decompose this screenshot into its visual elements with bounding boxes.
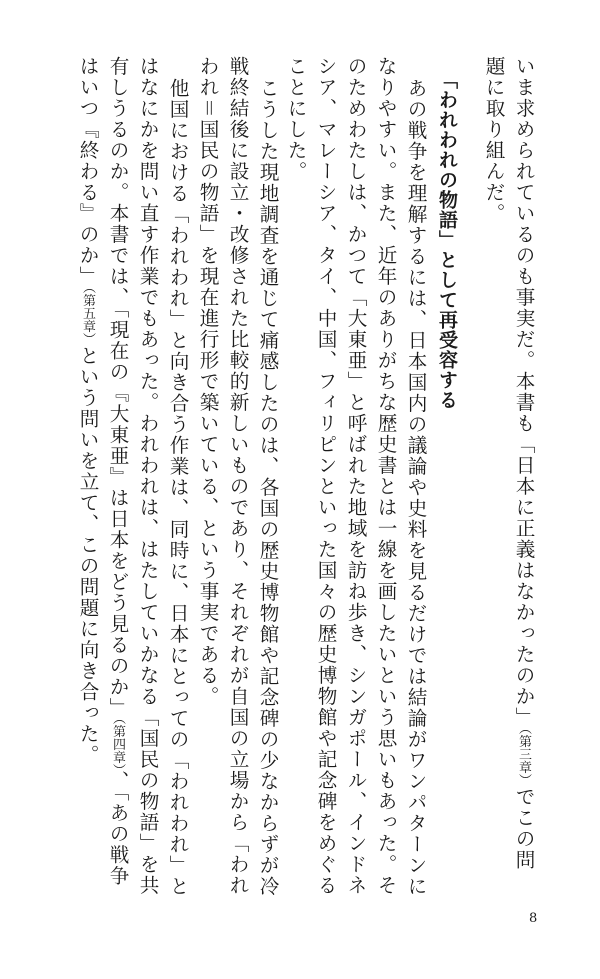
chapter-reference: （第三章） — [516, 728, 531, 787]
text-column — [478, 56, 508, 224]
section-heading: 「われわれの物語」として再受容する — [436, 70, 458, 410]
text-line: あの戦争を理解するには、日本国内の議論や史料を見るだけでは結論がワンパターンに — [404, 78, 427, 897]
chapter-reference: （第五章） — [80, 287, 95, 346]
text-column — [102, 56, 132, 886]
text-line: 戦終結後に設立・改修された比較的新しいものであり、それぞれが自国の立場から「われ — [226, 56, 249, 896]
text-column — [370, 56, 400, 896]
text-column — [280, 56, 310, 182]
text-column — [162, 78, 192, 897]
text-column — [132, 56, 162, 896]
text-line-continuation: という問いを立て、この問題に向き合った。 — [76, 345, 99, 766]
text-column — [72, 56, 102, 766]
text-line-continuation: でこの問 — [512, 786, 535, 871]
text-column — [508, 56, 538, 871]
text-line: シア、マレーシア、タイ、中国、フィリピンといった国々の歴史博物館や記念碑をめぐる — [314, 56, 337, 896]
text-line: ことにした。 — [284, 56, 307, 182]
text-column — [400, 78, 430, 897]
chapter-reference: （第四章） — [110, 718, 125, 771]
text-line: なりやすい。また、近年のありがちな歴史書とは一線を画したいという思いもあった。そ — [374, 56, 397, 896]
text-line: こうした現地調査を通じて痛感したのは、各国の歴史博物館や記念碑の少なからずが冷 — [256, 78, 279, 897]
text-line: いま求められているのも事実だ。本書も「日本に正義はなかったのか」 — [512, 56, 535, 728]
text-column — [252, 78, 282, 897]
page-number: 8 — [529, 911, 538, 926]
text-line: 題に取り組んだ。 — [482, 56, 505, 224]
text-column — [310, 56, 340, 896]
text-line: はいつ『終わる』のか」 — [76, 56, 99, 287]
text-line: われ＝国民の物語」を現在進行形で築いている、という事実である。 — [196, 56, 219, 707]
text-line: 他国における「われわれ」と向き合う作業は、同時に、日本にとっての「われわれ」と — [166, 78, 189, 897]
text-line: はなにかを問い直す作業でもあった。われわれは、はたしていかなる「国民の物語」を共 — [136, 56, 159, 896]
text-column — [222, 56, 252, 896]
text-column — [340, 56, 370, 896]
text-line: 有しうるのか。本書では、「現在の『大東亜』は日本をどう見るのか」 — [106, 56, 129, 719]
text-line: のためわたしは、かつて「大東亜」と呼ばれた地域を訪ね歩き、シンガポール、インドネ — [344, 56, 367, 896]
text-column — [192, 56, 222, 707]
text-line-continuation: 、「あの戦争 — [106, 770, 129, 887]
